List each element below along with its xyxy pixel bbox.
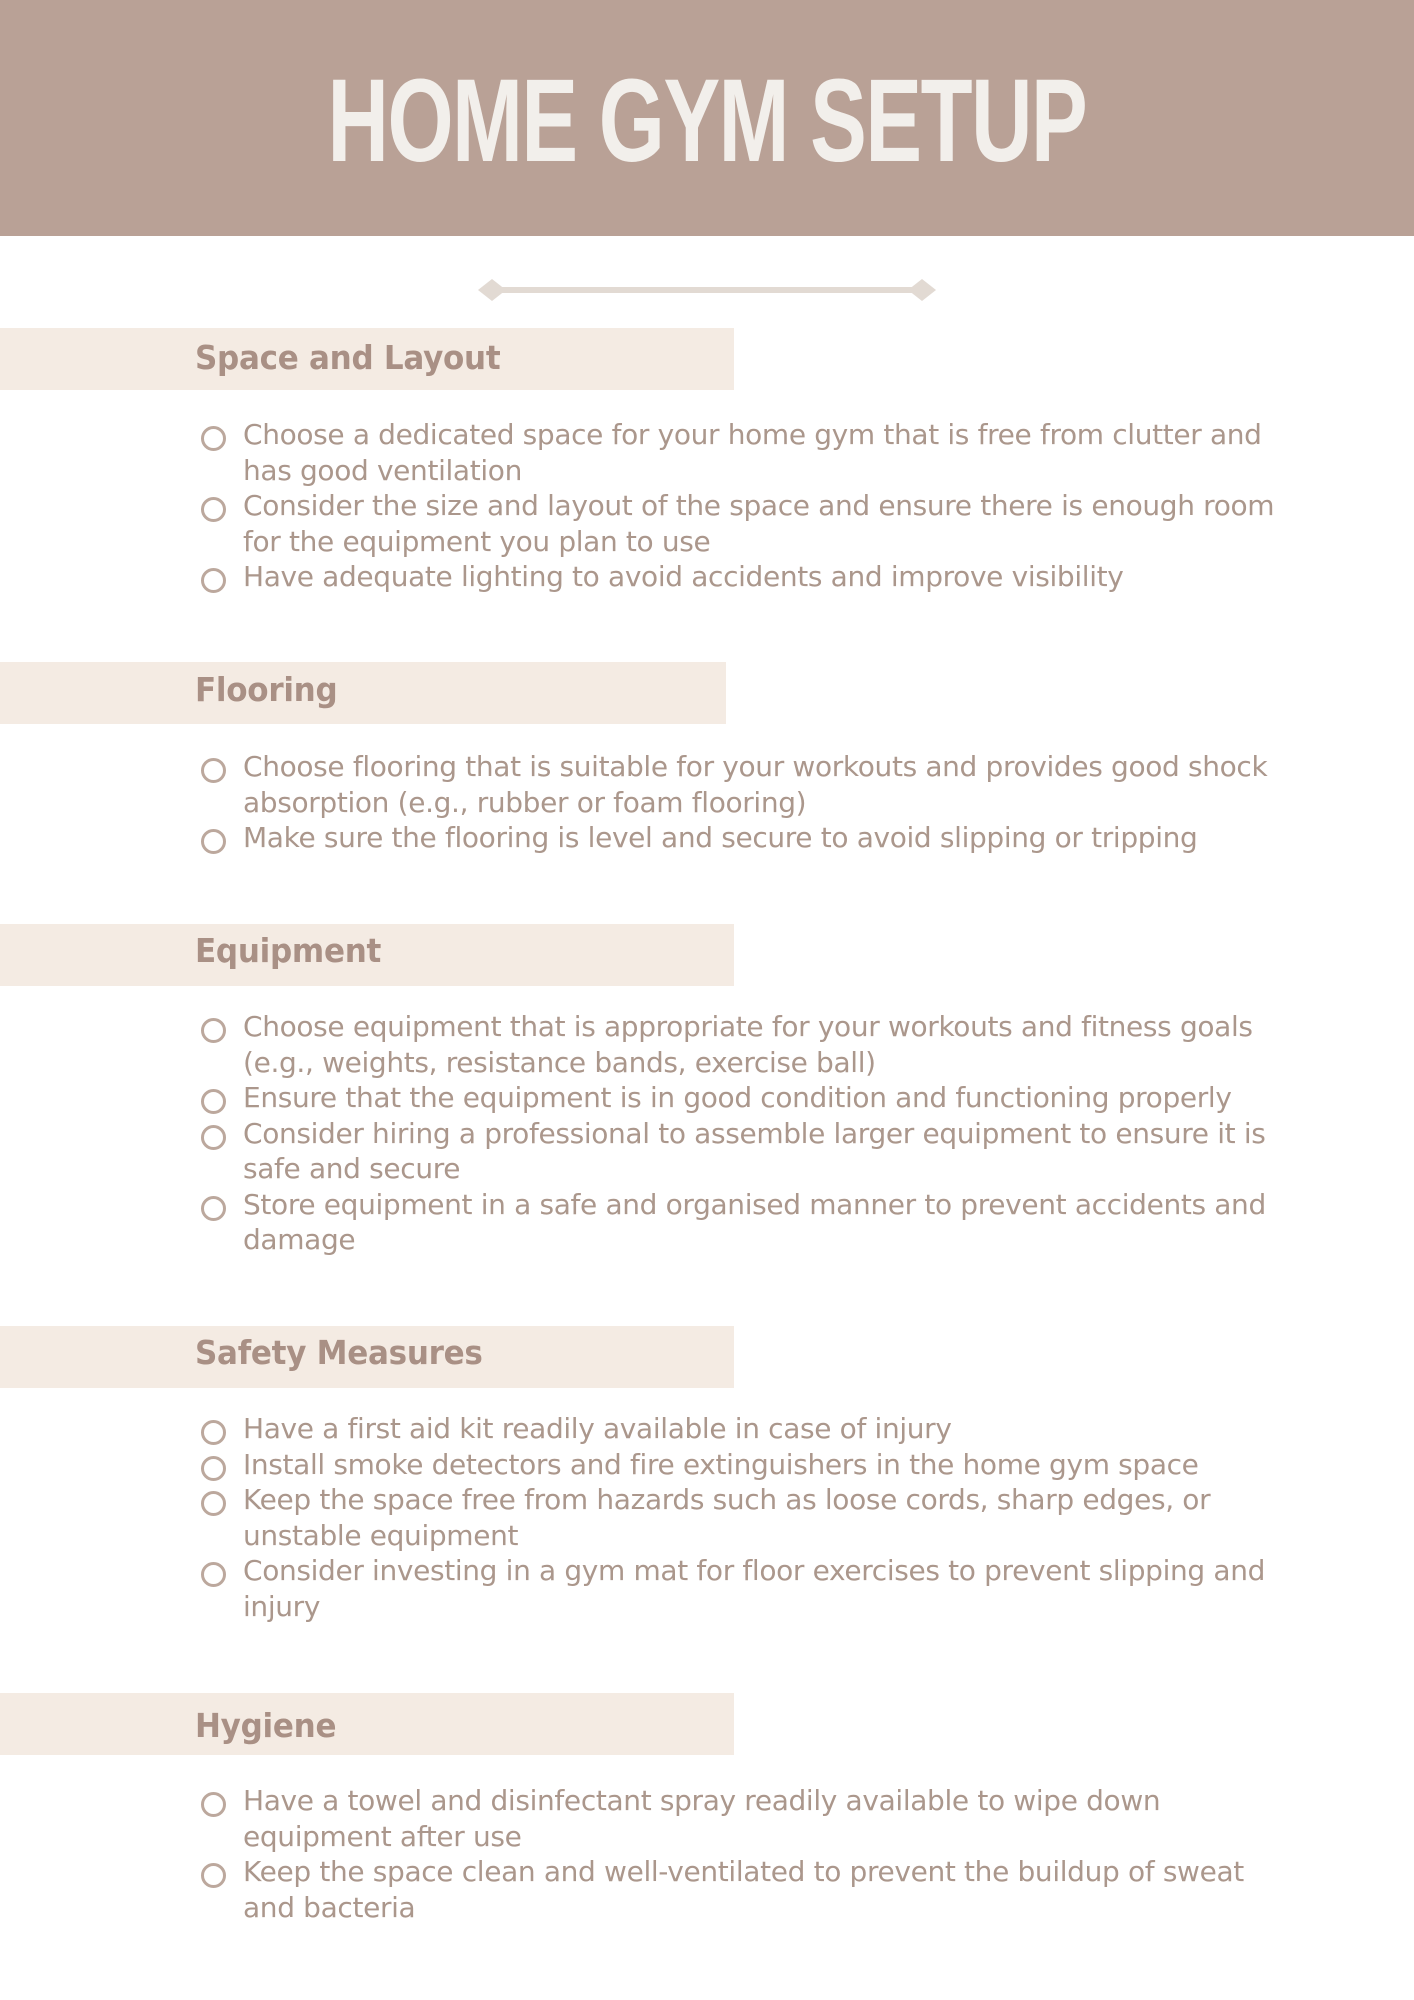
section-heading-equipment: Equipment [195, 931, 382, 970]
checklist-equipment [196, 1009, 1303, 1258]
decorative-divider [478, 272, 936, 308]
radio-circle-icon[interactable] [201, 1491, 226, 1516]
section-heading-space-layout: Space and Layout [195, 338, 501, 377]
radio-circle-icon[interactable] [201, 1018, 226, 1043]
section-heading-safety: Safety Measures [195, 1333, 483, 1372]
checklist-space-layout [196, 417, 1303, 595]
checklist-item[interactable]: Make sure the flooring is level and secure to avoid slipping or tripping [196, 820, 1303, 856]
radio-circle-icon[interactable] [201, 1196, 226, 1221]
checklist-item[interactable]: Keep the space clean and well-ventilated to prevent the buildup of sweat and bacteria [196, 1854, 1303, 1925]
checklist-item[interactable]: Choose flooring that is suitable for your workouts and provides good shock absorption (e.g., rubber or foam flooring) [196, 749, 1303, 820]
radio-circle-icon[interactable] [201, 497, 226, 522]
checklist-item[interactable]: Consider the size and layout of the space and ensure there is enough room for the equipment you plan to use [196, 488, 1303, 559]
checklist-item[interactable]: Choose equipment that is appropriate for your workouts and fitness goals (e.g., weights, resistance bands, exercise ball) [196, 1009, 1303, 1080]
radio-circle-icon[interactable] [201, 1863, 226, 1888]
checklist-hygiene [196, 1783, 1303, 1925]
checklist-item[interactable]: Install smoke detectors and fire extinguishers in the home gym space [196, 1447, 1303, 1483]
section-band-hygiene [0, 1693, 734, 1755]
checklist-item[interactable]: Choose a dedicated space for your home gym that is free from clutter and has good ventilation [196, 417, 1303, 488]
radio-circle-icon[interactable] [201, 1456, 226, 1481]
radio-circle-icon[interactable] [201, 568, 226, 593]
checklist-item[interactable]: Store equipment in a safe and organised manner to prevent accidents and damage [196, 1187, 1303, 1258]
radio-circle-icon[interactable] [201, 1125, 226, 1150]
checklist-item[interactable]: Have a first aid kit readily available in case of injury [196, 1411, 1303, 1447]
radio-circle-icon[interactable] [201, 1089, 226, 1114]
checklist-flooring [196, 749, 1303, 856]
checklist-item[interactable]: Have adequate lighting to avoid accidents and improve visibility [196, 559, 1303, 595]
section-heading-flooring: Flooring [195, 670, 338, 709]
radio-circle-icon[interactable] [201, 426, 226, 451]
checklist-item[interactable]: Ensure that the equipment is in good condition and functioning properly [196, 1080, 1303, 1116]
radio-circle-icon[interactable] [201, 1420, 226, 1445]
checklist-item[interactable]: Have a towel and disinfectant spray readily available to wipe down equipment after use [196, 1783, 1303, 1854]
section-band-flooring [0, 662, 726, 724]
radio-circle-icon[interactable] [201, 1562, 226, 1587]
section-heading-hygiene: Hygiene [195, 1706, 337, 1745]
checklist-item[interactable]: Consider investing in a gym mat for floor exercises to prevent slipping and injury [196, 1553, 1303, 1624]
checklist-item[interactable]: Consider hiring a professional to assemble larger equipment to ensure it is safe and secure [196, 1116, 1303, 1187]
radio-circle-icon[interactable] [201, 758, 226, 783]
page-title: HOME GYM SETUP [327, 55, 1087, 187]
checklist-safety [196, 1411, 1303, 1624]
radio-circle-icon[interactable] [201, 1792, 226, 1817]
radio-circle-icon[interactable] [201, 829, 226, 854]
checklist-item[interactable]: Keep the space free from hazards such as loose cords, sharp edges, or unstable equipment [196, 1482, 1303, 1553]
header-banner [0, 0, 1414, 236]
